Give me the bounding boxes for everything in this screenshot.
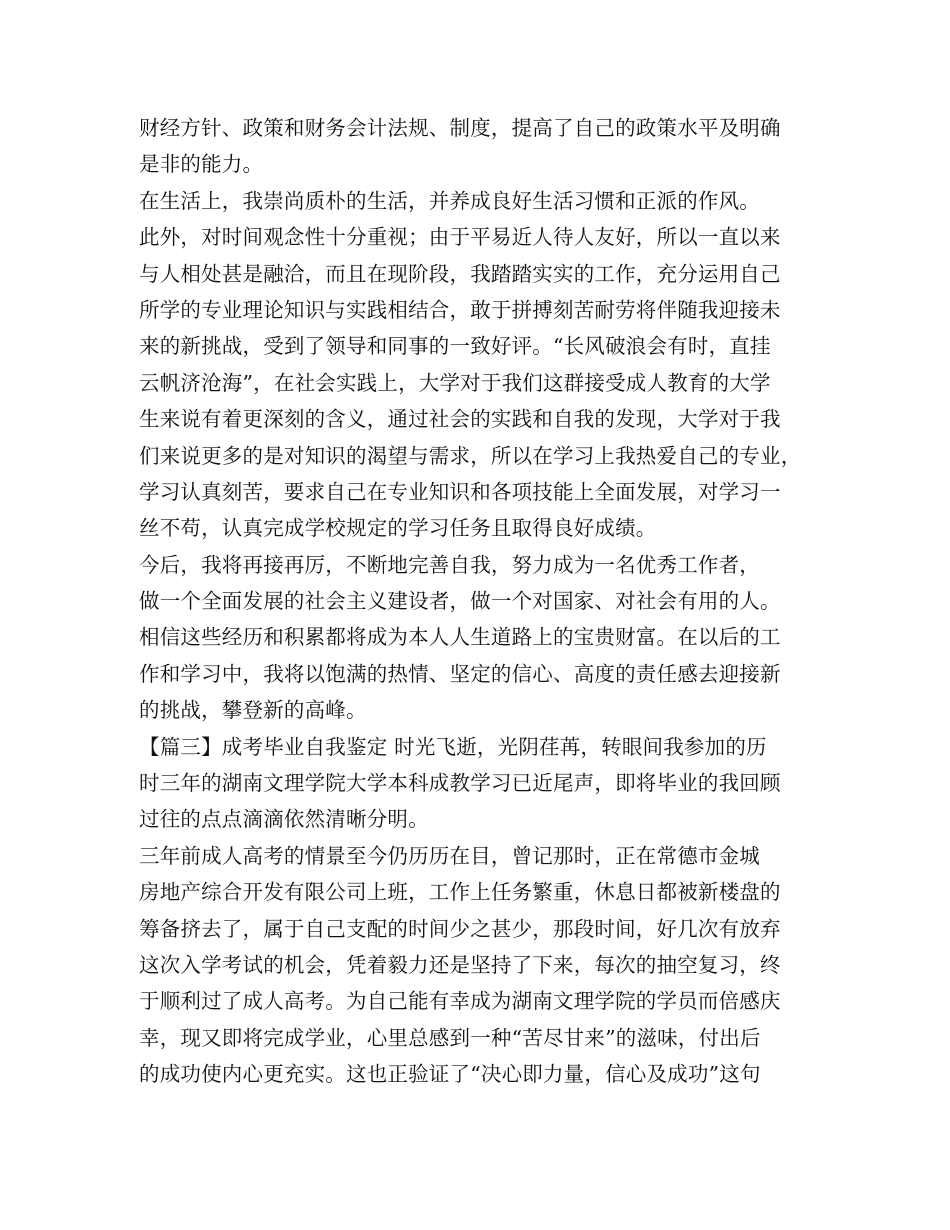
text-line: 们来说更多的是对知识的渴望与需求，所以在学习上我热爱自己的专业， [139,443,802,468]
text-line: 所学的专业理论知识与实践相结合，敢于拼搏刻苦耐劳将伴随我迎接未 [139,297,781,322]
text-line: 生来说有着更深刻的含义，通过社会的实践和自我的发现，大学对于我 [139,407,781,432]
text-line: 幸，现又即将完成学业，心里总感到一种“苦尽甘来”的滋味，付出后 [139,1025,761,1050]
text-line: 在生活上，我崇尚质朴的生活，并养成良好生活习惯和正派的作风。 [139,188,760,213]
text-line: 与人相处甚是融洽，而且在现阶段，我踏踏实实的工作，充分运用自己 [139,261,781,286]
text-line: 学习认真刻苦，要求自己在专业知识和各项技能上全面发展，对学习一 [139,479,781,504]
text-line: 此外，对时间观念性十分重视；由于平易近人待人友好，所以一直以来 [139,225,781,250]
text-line: 丝不苟，认真完成学校规定的学习任务且取得良好成绩。 [139,516,657,541]
text-line: 今后，我将再接再厉，不断地完善自我，努力成为一名优秀工作者， [139,552,760,577]
text-line: 时三年的湖南文理学院大学本科成教学习已近尾声，即将毕业的我回顾 [139,771,781,796]
text-line: 做一个全面发展的社会主义建设者，做一个对国家、对社会有用的人。 [139,589,781,614]
text-line: 筹备挤去了，属于自己支配的时间少之甚少，那段时间，好几次有放弃 [139,916,781,941]
text-line: 相信这些经历和积累都将成为本人人生道路上的宝贵财富。在以后的工 [139,625,781,650]
text-line: 财经方针、政策和财务会计法规、制度，提高了自己的政策水平及明确 [139,116,781,140]
text-line: 过往的点点滴滴依然清晰分明。 [139,807,429,832]
document-body [139,110,829,1093]
text-line: 房地产综合开发有限公司上班，工作上任务繁重，休息日都被新楼盘的 [139,880,781,905]
text-line: 三年前成人高考的情景至今仍历历在目，曾记那时，正在常德市金城 [139,843,760,868]
text-line: 作和学习中，我将以饱满的热情、坚定的信心、高度的责任感去迎接新 [139,661,781,686]
text-line: 的挑战，攀登新的高峰。 [139,698,367,723]
text-line: 于顺利过了成人高考。为自己能有幸成为湖南文理学院的学员而倍感庆 [139,989,781,1014]
text-line: 这次入学考试的机会，凭着毅力还是坚持了下来，每次的抽空复习，终 [139,952,781,977]
text-line: 是非的能力。 [139,152,264,177]
text-line: 【篇三】成考毕业自我鉴定 时光飞逝，光阴荏苒，转眼间我参加的历 [139,734,767,759]
text-line: 云帆济沧海”，在社会实践上，大学对于我们这群接受成人教育的大学 [139,370,771,395]
text-line: 的成功使内心更充实。这也正验证了“决心即力量，信心及成功”这句 [139,1062,761,1087]
text-line: 来的新挑战，受到了领导和同事的一致好评。“长风破浪会有时，直挂 [139,334,771,359]
